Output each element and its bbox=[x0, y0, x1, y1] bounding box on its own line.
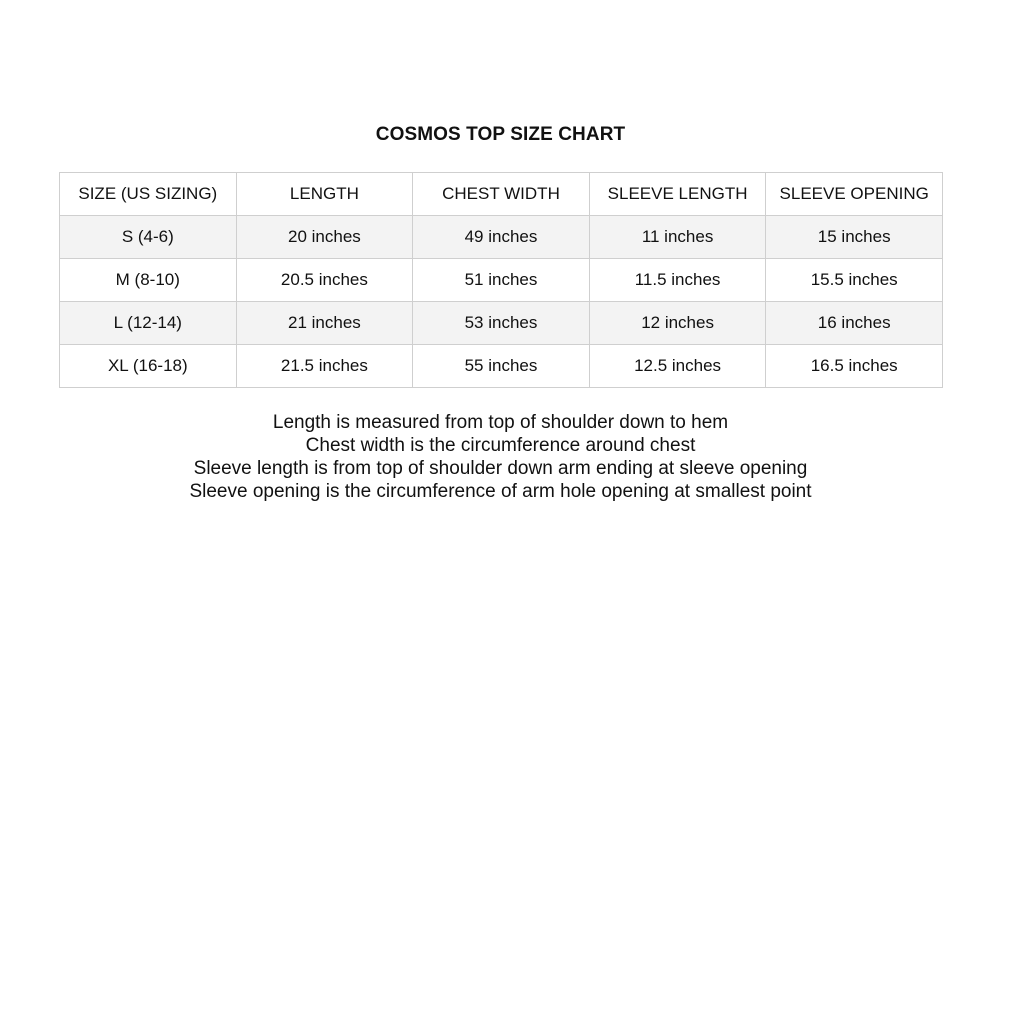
table-cell: M (8-10) bbox=[60, 259, 237, 302]
size-chart-table bbox=[59, 172, 943, 388]
header-sleeve-length: SLEEVE LENGTH bbox=[589, 173, 766, 216]
table-header-row bbox=[60, 173, 943, 216]
table-cell: 21.5 inches bbox=[236, 345, 413, 388]
table-row bbox=[60, 216, 943, 259]
header-sleeve-opening: SLEEVE OPENING bbox=[766, 173, 943, 216]
table-cell: 11.5 inches bbox=[589, 259, 766, 302]
note-sleeve-opening: Sleeve opening is the circumference of arm hole opening at smallest point bbox=[189, 481, 812, 502]
table-cell: 11 inches bbox=[589, 216, 766, 259]
table-cell: 51 inches bbox=[413, 259, 590, 302]
table-cell: 20 inches bbox=[236, 216, 413, 259]
table-cell: 21 inches bbox=[236, 302, 413, 345]
table-cell: 53 inches bbox=[413, 302, 590, 345]
table-cell: 20.5 inches bbox=[236, 259, 413, 302]
header-length: LENGTH bbox=[236, 173, 413, 216]
table-cell: L (12-14) bbox=[60, 302, 237, 345]
table-row bbox=[60, 302, 943, 345]
table-cell: 16 inches bbox=[766, 302, 943, 345]
table-cell: 12.5 inches bbox=[589, 345, 766, 388]
table-cell: 15 inches bbox=[766, 216, 943, 259]
table-row bbox=[60, 345, 943, 388]
page-title: COSMOS TOP SIZE CHART bbox=[375, 124, 626, 145]
table-cell: S (4-6) bbox=[60, 216, 237, 259]
header-chest-width: CHEST WIDTH bbox=[413, 173, 590, 216]
table-cell: 15.5 inches bbox=[766, 259, 943, 302]
header-size: SIZE (US SIZING) bbox=[60, 173, 237, 216]
table-cell: XL (16-18) bbox=[60, 345, 237, 388]
table-cell: 49 inches bbox=[413, 216, 590, 259]
table-cell: 12 inches bbox=[589, 302, 766, 345]
table-row bbox=[60, 259, 943, 302]
note-sleeve-length: Sleeve length is from top of shoulder down arm ending at sleeve opening bbox=[193, 458, 808, 479]
measurement-notes bbox=[0, 411, 1001, 503]
note-length: Length is measured from top of shoulder down to hem bbox=[272, 412, 729, 433]
table-cell: 55 inches bbox=[413, 345, 590, 388]
note-chest-width: Chest width is the circumference around chest bbox=[305, 435, 696, 456]
table-cell: 16.5 inches bbox=[766, 345, 943, 388]
